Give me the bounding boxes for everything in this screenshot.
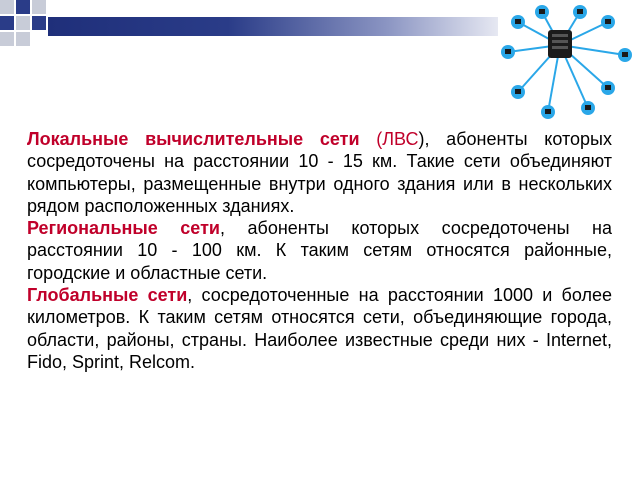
paragraph-local-networks	[27, 128, 612, 217]
decor-square	[0, 0, 14, 14]
slide-content	[27, 128, 612, 373]
paren-close: )	[418, 129, 425, 149]
paragraph-global-networks	[27, 284, 612, 373]
decor-square	[16, 32, 30, 46]
term-regional-networks: Региональные сети	[27, 218, 220, 239]
decor-square	[0, 16, 14, 30]
term-global-networks: Глобальные сети	[27, 285, 188, 306]
term-local-networks: Локальные вычислительные сети	[27, 129, 360, 149]
paragraph-text: , сосредоточенные на расстоянии 1000 и более километров. К таким сетям относятся сети, объединяющие города, области, районы, страны. Наиболее известные среди них - Internet, Fido, Sprint, Relcom.	[27, 285, 612, 372]
decor-square	[32, 0, 46, 14]
abbr-lvs: ЛВС	[382, 129, 419, 149]
network-computers-icon	[490, 0, 640, 125]
paragraph-regional-networks	[27, 217, 612, 284]
decor-square	[16, 16, 30, 30]
decor-square	[0, 32, 14, 46]
paragraph-text: , абоненты которых сосредоточены на расстоянии 10 - 100 км. К таким сетям относятся районные, городские и областные сети.	[27, 218, 613, 283]
decor-square	[16, 0, 30, 14]
paren-open: (	[359, 129, 383, 149]
decor-square	[32, 16, 46, 30]
title-bar-decoration	[48, 17, 498, 36]
paragraph-text: , абоненты которых сосредоточены на расстоянии 10 - 15 км. Такие сети объединяют компьютеры, размещенные внутри одного здания или в нескольких рядом расположенных зданиях.	[27, 129, 612, 216]
